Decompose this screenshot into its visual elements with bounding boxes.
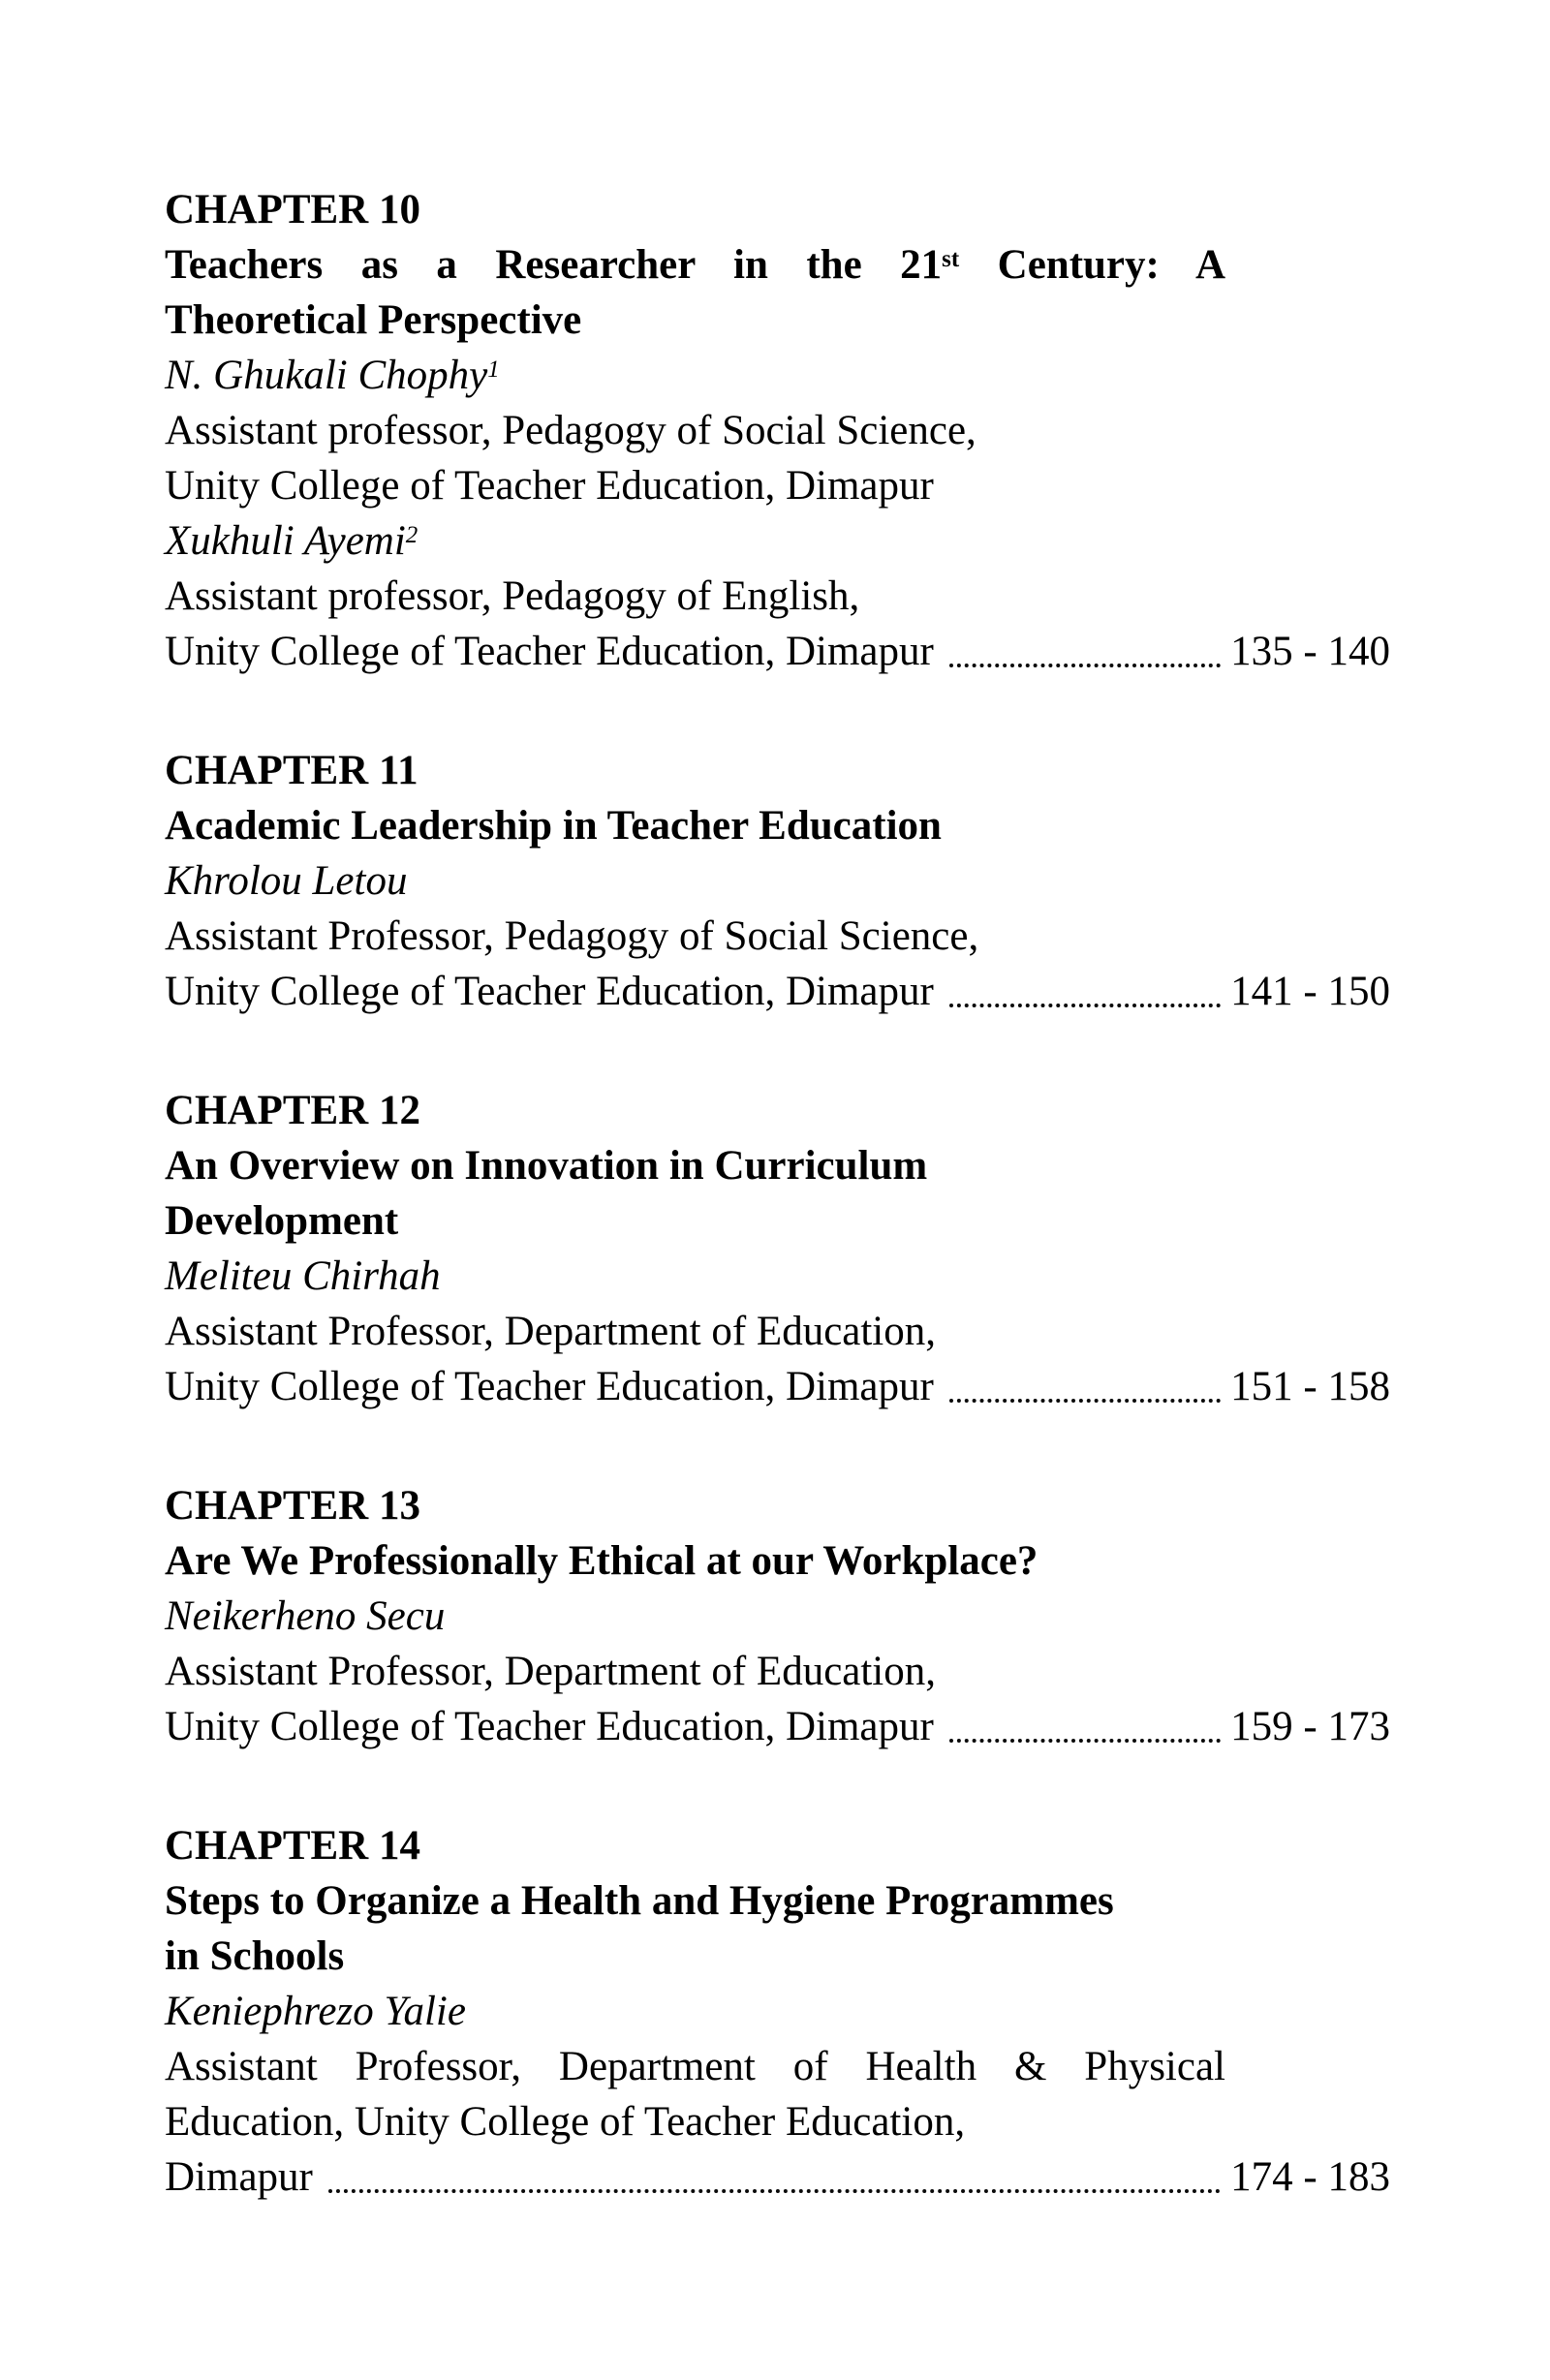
- toc-chapter-11: [165, 743, 1390, 1019]
- toc-chapter-14: [165, 1818, 1390, 2205]
- leader-text: Unity College of Teacher Education, Dimapur: [165, 1364, 934, 1409]
- chapter-title-text: Century: A: [959, 242, 1225, 288]
- author-name: [165, 348, 1390, 403]
- toc-entry-row: [165, 1359, 1390, 1414]
- author-affiliation: Assistant Professor, Department of Education,: [165, 1649, 937, 1694]
- toc-entry-row: [165, 624, 1390, 679]
- dotted-leader: [949, 664, 1221, 667]
- toc-chapter-12: [165, 1083, 1390, 1414]
- page-range: 174 - 183: [1230, 2154, 1390, 2200]
- author-name: Meliteu Chirhah: [165, 1253, 441, 1299]
- author-affiliation: Assistant Professor, Department of Education,: [165, 1309, 937, 1354]
- chapter-title-line: Theoretical Perspective: [165, 297, 582, 343]
- footnote-marker: 2: [405, 522, 418, 549]
- author-name-text: N. Ghukali Chophy: [165, 353, 488, 398]
- chapter-heading: CHAPTER 10: [165, 187, 420, 232]
- author-name: Keniephrezo Yalie: [165, 1989, 466, 2034]
- chapter-heading: CHAPTER 11: [165, 748, 418, 793]
- leader-text: Unity College of Teacher Education, Dimapur: [165, 969, 934, 1014]
- author-affiliation: Assistant professor, Pedagogy of English,: [165, 573, 860, 619]
- author-name: Neikerheno Secu: [165, 1593, 446, 1639]
- dotted-leader: [949, 1399, 1221, 1403]
- dotted-leader: [949, 1004, 1221, 1007]
- toc-chapter-10: [165, 182, 1390, 679]
- author-affiliation: Unity College of Teacher Education, Dimapur: [165, 463, 934, 509]
- toc-entry-row: [165, 964, 1390, 1019]
- author-name-text: Xukhuli Ayemi: [165, 518, 406, 564]
- leader-text: Unity College of Teacher Education, Dimapur: [165, 1704, 934, 1749]
- chapter-title-line: Are We Professionally Ethical at our Workplace?: [165, 1538, 1038, 1584]
- chapter-heading: CHAPTER 12: [165, 1088, 420, 1133]
- superscript-ordinal: st: [942, 246, 960, 273]
- toc-entry-row: [165, 2149, 1390, 2205]
- leader-text: Dimapur: [165, 2154, 313, 2200]
- author-affiliation: Assistant Professor, Pedagogy of Social Science,: [165, 913, 979, 959]
- toc-chapter-13: [165, 1478, 1390, 1754]
- author-affiliation: Assistant professor, Pedagogy of Social Science,: [165, 408, 976, 453]
- chapter-heading: CHAPTER 14: [165, 1823, 420, 1869]
- author-affiliation: Education, Unity College of Teacher Education,: [165, 2099, 966, 2145]
- chapter-title-line: [165, 237, 1225, 293]
- dotted-leader: [328, 2189, 1221, 2193]
- chapter-title-line: Steps to Organize a Health and Hygiene Programmes: [165, 1878, 1114, 1924]
- page-range: 151 - 158: [1230, 1364, 1390, 1409]
- page-range: 159 - 173: [1230, 1704, 1390, 1749]
- chapter-title-line: Academic Leadership in Teacher Education: [165, 803, 942, 849]
- leader-text: Unity College of Teacher Education, Dimapur: [165, 629, 934, 674]
- author-name: [165, 513, 1390, 569]
- dotted-leader: [949, 1739, 1221, 1743]
- chapter-title-line: in Schools: [165, 1933, 345, 1979]
- footnote-marker: 1: [487, 356, 500, 384]
- chapter-title-line: An Overview on Innovation in Curriculum: [165, 1143, 928, 1189]
- chapter-heading: CHAPTER 13: [165, 1483, 420, 1529]
- author-affiliation: Assistant Professor, Department of Health & Physical: [165, 2044, 1225, 2089]
- page-range: 135 - 140: [1230, 629, 1390, 674]
- toc-entry-row: [165, 1699, 1390, 1754]
- chapter-title-line: Development: [165, 1198, 399, 1244]
- page-range: 141 - 150: [1230, 969, 1390, 1014]
- chapter-title-text: Teachers as a Researcher in the 21: [165, 242, 943, 288]
- author-name: Khrolou Letou: [165, 858, 408, 904]
